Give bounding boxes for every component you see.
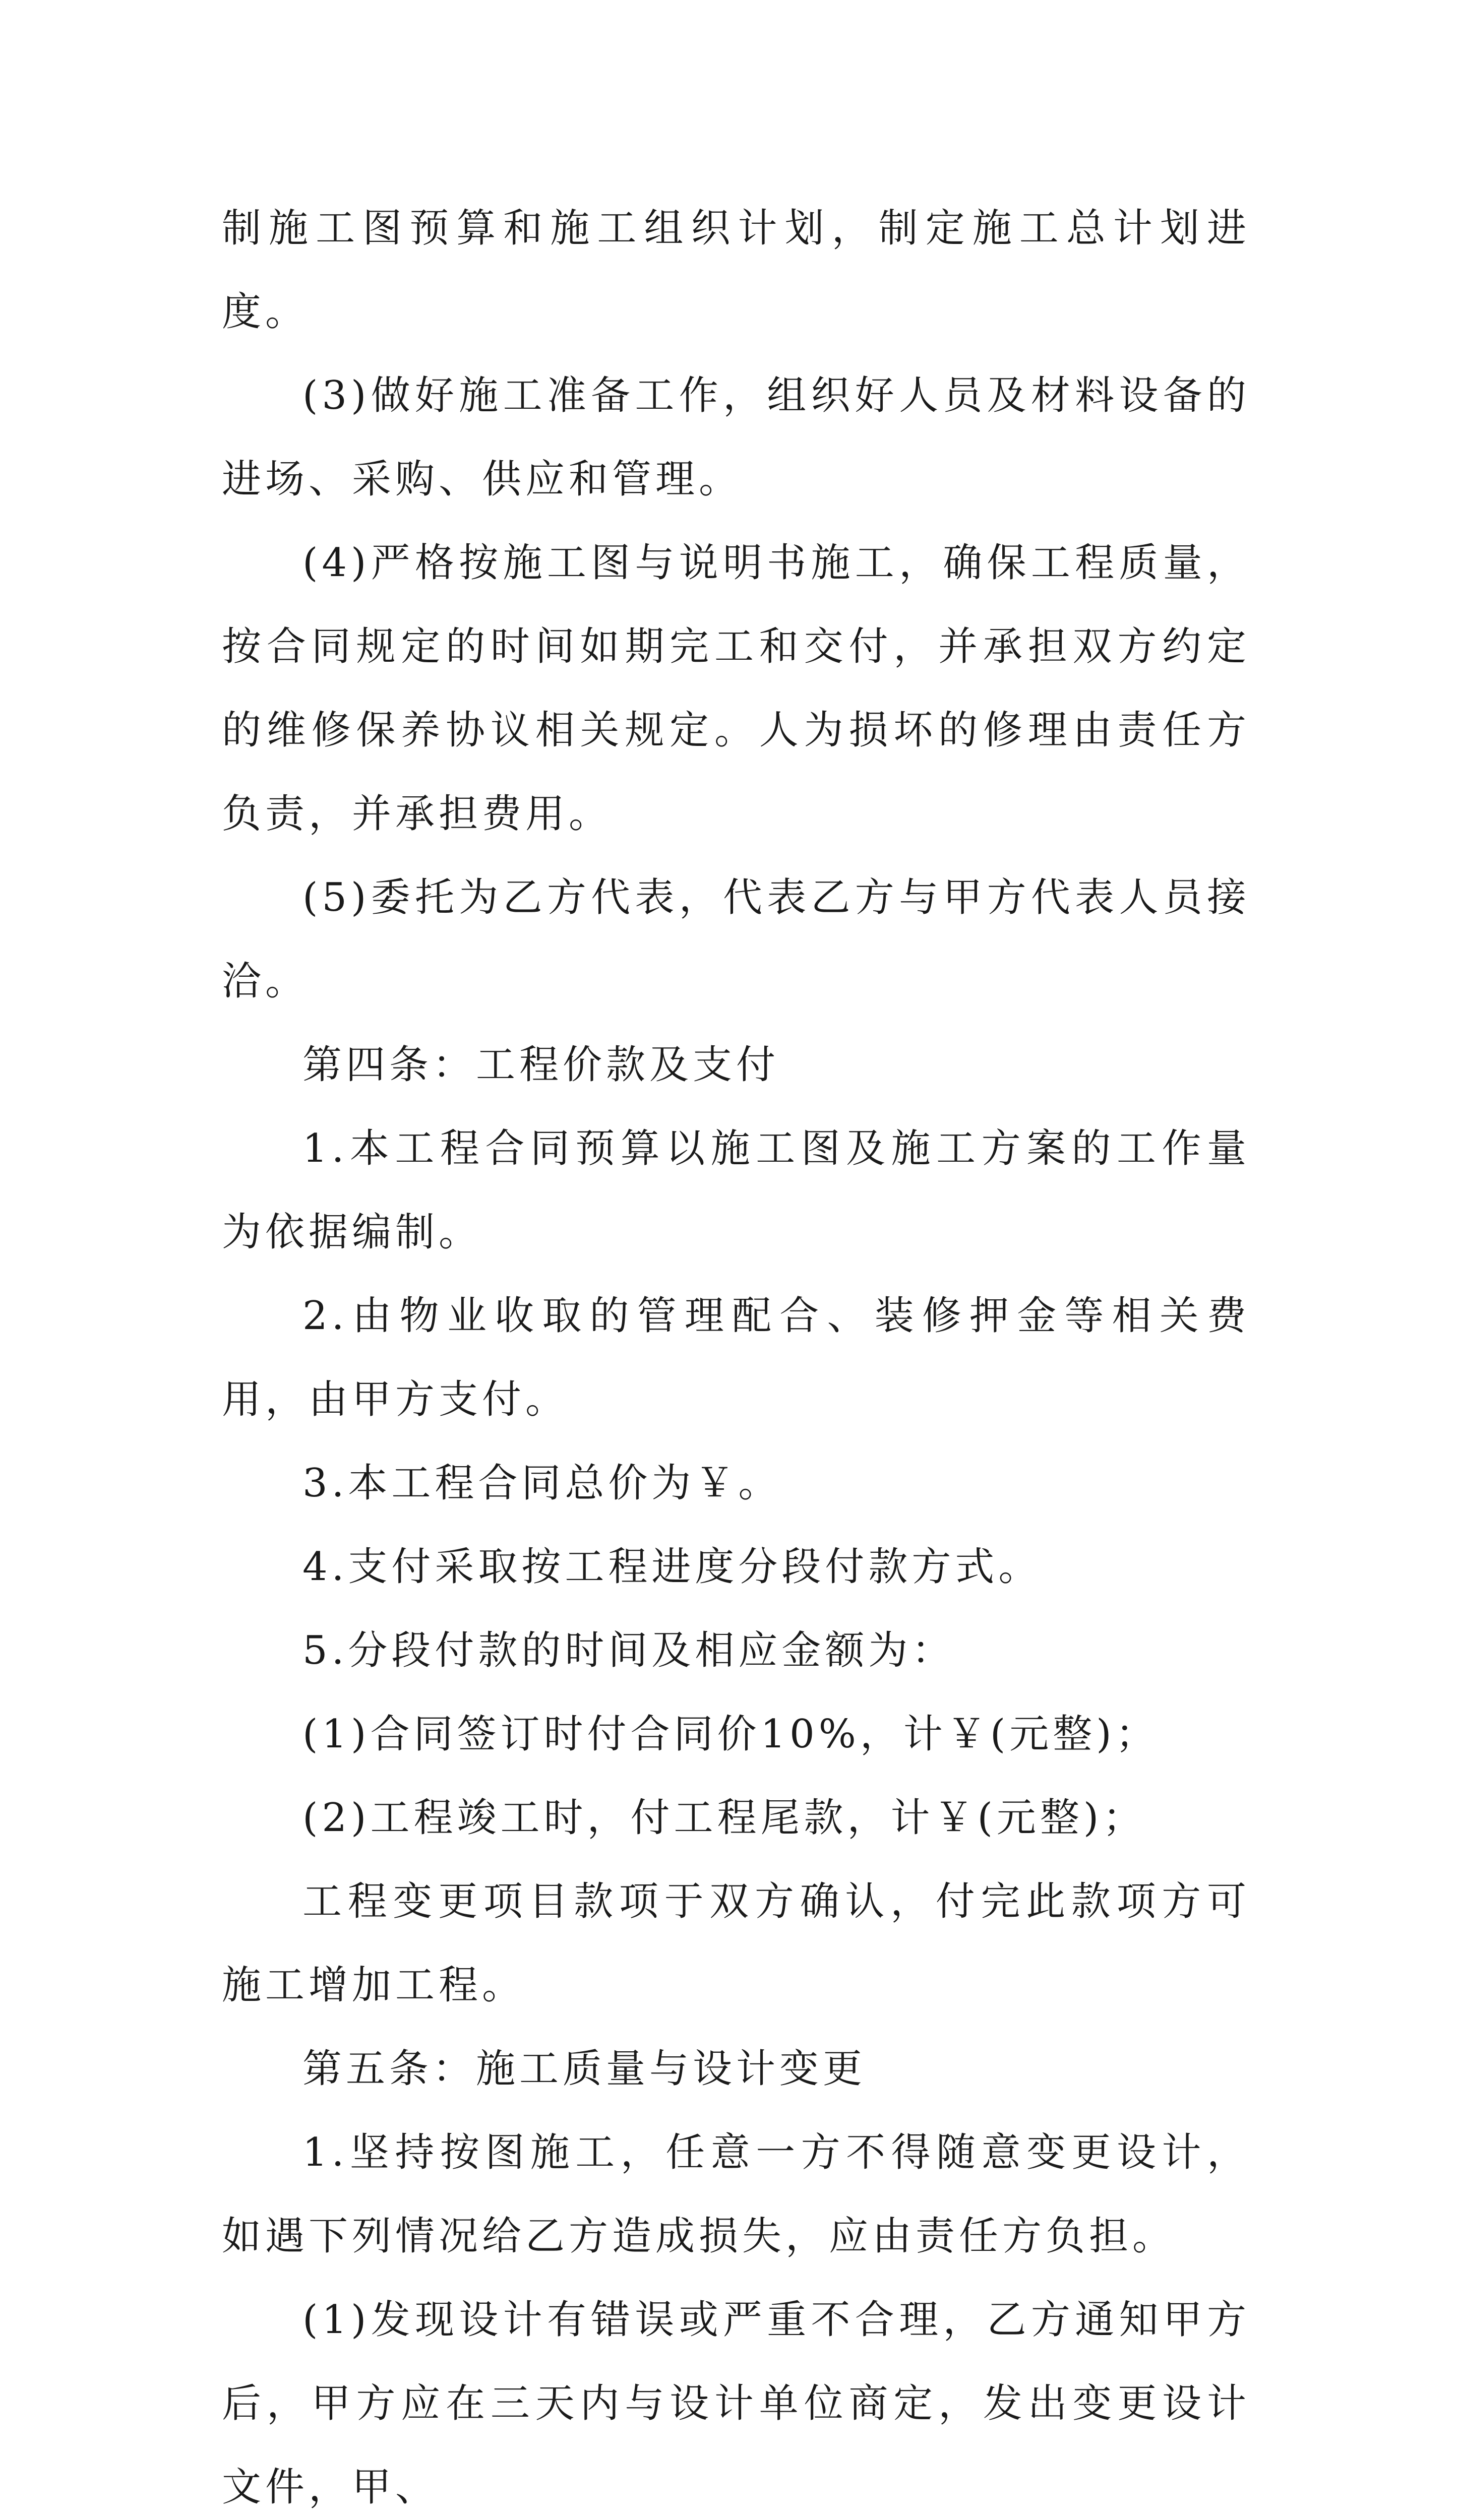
paragraph: 1.本工程合同预算以施工图及施工方案的工作量为依据编制。 [222,1126,1250,1255]
paragraph: 2.由物业收取的管理配合、装修押金等相关费用，由甲方支付。 [222,1293,1250,1422]
paragraph: (4)严格按施工图与说明书施工，确保工程质量，按合同规定的时间如期完工和交付，并承担双方约定的维修保养协议相关规定。人为损坏的修理由责任方负责，并承担费用。 [222,540,1250,837]
paragraph: 工程变更项目款项于双方确认，付完此款项方可施工增加工程。 [222,1879,1250,2008]
paragraph: (1)合同签订时付合同价10%，计￥(元整)； [302,1712,1159,1757]
paragraph: (3)做好施工准备工作，组织好人员及材料设备的进场、采购、供应和管理。 [222,373,1250,502]
paragraph: 制施工图预算和施工组织计划，制定施工总计划进度。 [222,206,1250,335]
paragraph: (2)工程竣工时，付工程尾款，计￥(元整)； [302,1795,1146,1841]
paragraph: (5)委托为乙方代表，代表乙方与甲方代表人员接洽。 [222,875,1250,1004]
section-heading: 第四条：工程价款及支付 [302,1042,780,1088]
paragraph: 5.分段付款的时间及相应金额为： [302,1628,955,1673]
paragraph: 1.坚持按图施工，任意一方不得随意变更设计，如遇下列情况给乙方造成损失，应由责任方负担。 [222,2130,1250,2259]
section-heading: 第五条：施工质量与设计变更 [302,2046,867,2092]
document-body [222,186,1250,2520]
paragraph: (1)发现设计有错误或严重不合理，乙方通知甲方后，甲方应在三天内与设计单位商定，发出变更设计文件，甲、 [222,2297,1250,2510]
paragraph: 3.本工程合同总价为￥。 [302,1461,782,1506]
paragraph: 4.支付采取按工程进度分段付款方式。 [302,1544,1042,1590]
